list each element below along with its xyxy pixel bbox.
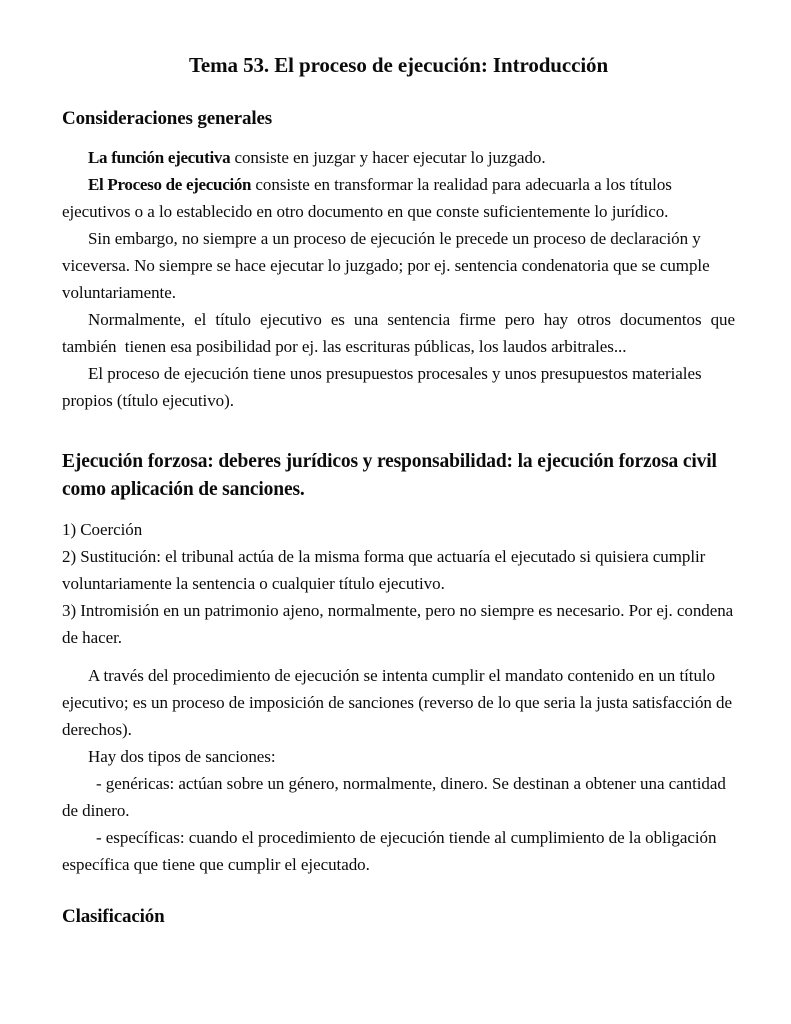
heading-consideraciones-generales: Consideraciones generales <box>62 108 272 130</box>
list-item-sustitucion: 2) Sustitución: el tribunal actúa de la misma forma que actuaría el ejecutado si quisiera cumplir voluntariamente la sentencia o cualquier título ejecutivo. <box>62 547 710 594</box>
paragraph-presupuestos: El proceso de ejecución tiene unos presupuestos procesales y unos presupuestos materiales propios (título ejecutivo). <box>62 363 706 410</box>
paragraph-a-traves-del-procedimiento: A través del procedimiento de ejecución se intenta cumplir el mandato contenido en un título ejecutivo; es un proceso de imposición de sanciones (reverso de lo que seria la justa satisfacción de derechos). <box>62 666 737 740</box>
list-item-especificas: - específicas: cuando el procedimiento de ejecución tiende al cumplimiento de la obligación específica que tiene que cumplir el ejecutado. <box>62 828 721 875</box>
lead-bold-proceso-de-ejecucion: El Proceso de ejecución <box>88 174 252 194</box>
list-item-intromision: 3) Intromisión en un patrimonio ajeno, normalmente, pero no siempre es necesario. Por ej. condena de hacer. <box>62 601 738 648</box>
list-item-genericas: - genéricas: actúan sobre un género, normalmente, dinero. Se destinan a obtener una cantidad de dinero. <box>62 774 731 821</box>
document-content <box>62 0 740 930</box>
paragraph-funcion-ejecutiva <box>62 132 735 171</box>
paragraph-proceso-de-ejecucion-text: consiste en transformar la realidad para adecuarla a los títulos ejecutivos o a lo establecido en otro documento en que conste suficientemente lo jurídico. <box>62 174 677 221</box>
list-item-coercion: 1) Coerción <box>62 520 143 540</box>
paragraph-funcion-ejecutiva-text: consiste en juzgar y hacer ejecutar lo juzgado. <box>230 147 546 167</box>
paragraph-sin-embargo: Sin embargo, no siempre a un proceso de ejecución le precede un proceso de declaración y viceversa. No siempre se hace ejecutar lo juzgado; por ej. sentencia condenatoria que se cumple voluntariamente. <box>62 228 714 302</box>
paragraph-normalmente: Normalmente, el título ejecutivo es una sentencia firme pero hay otros documentos que también tienen esa posibilidad por ej. las escrituras públicas, los laudos arbitrales... <box>62 309 740 356</box>
paragraph-hay-dos-tipos: Hay dos tipos de sanciones: <box>88 747 276 767</box>
page-title: Tema 53. El proceso de ejecución: Introducción <box>188 53 609 77</box>
lead-bold-funcion-ejecutiva: La función ejecutiva <box>88 147 231 167</box>
heading-clasificacion: Clasificación <box>62 906 165 928</box>
heading-ejecucion-forzosa: Ejecución forzosa: deberes jurídicos y responsabilidad: la ejecución forzosa civil como aplicación de sanciones. <box>62 450 717 501</box>
paragraph-proceso-de-ejecucion <box>62 171 735 225</box>
